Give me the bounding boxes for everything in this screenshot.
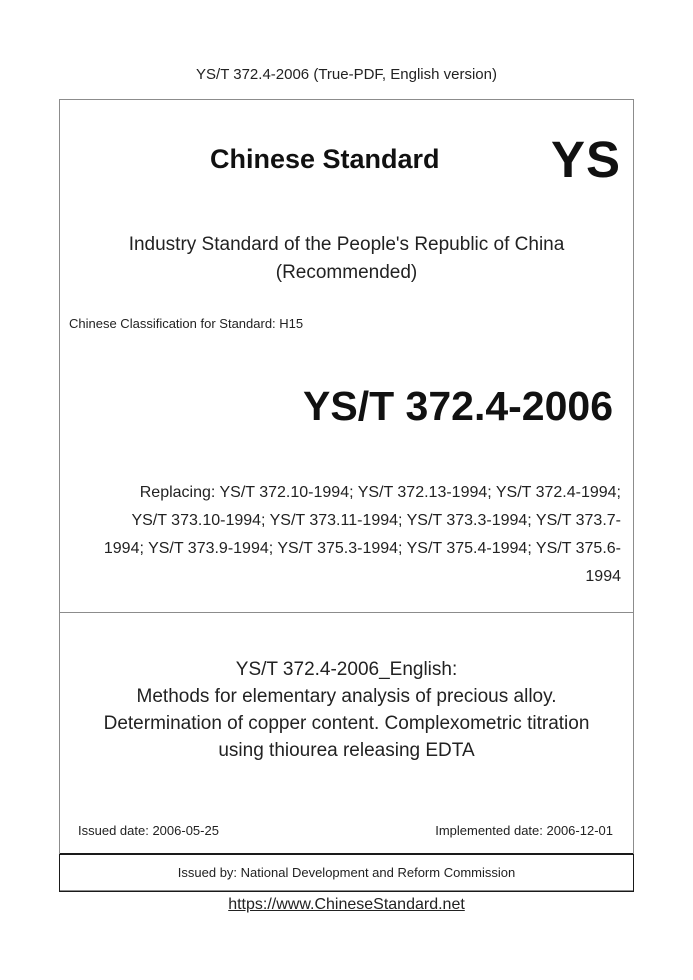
- industry-statement: [60, 231, 633, 287]
- english-title-line: Determination of copper content. Complexometric titration: [103, 713, 590, 734]
- ys-mark: YS: [550, 131, 621, 188]
- standard-title: Chinese Standard: [210, 144, 440, 174]
- recommended-line: (Recommended): [275, 262, 418, 283]
- issued-date: Issued date: 2006-05-25: [78, 823, 219, 838]
- title-row: [60, 132, 633, 192]
- implemented-date: Implemented date: 2006-12-01: [435, 823, 613, 838]
- english-title-line: Methods for elementary analysis of precious alloy.: [136, 686, 557, 707]
- document-header: YS/T 372.4-2006 (True-PDF, English version): [196, 66, 497, 83]
- industry-line: Industry Standard of the People's Republic of China: [128, 234, 565, 255]
- replacing-line: Replacing: YS/T 372.10-1994; YS/T 372.13-1994; YS/T 372.4-1994;: [139, 484, 621, 501]
- cover-top-section: [60, 100, 633, 613]
- website-link[interactable]: https://www.ChineseStandard.net: [228, 896, 465, 913]
- standard-number: YS/T 372.4-2006: [303, 383, 613, 429]
- replacing-list: [72, 479, 621, 591]
- replacing-line: 1994; YS/T 373.9-1994; YS/T 375.3-1994; YS/T 375.4-1994; YS/T 375.6-: [103, 540, 621, 557]
- cover-bottom-section: [60, 613, 633, 854]
- issued-by: Issued by: National Development and Reform Commission: [59, 854, 634, 892]
- english-title: [60, 656, 633, 764]
- replacing-line: 1994: [585, 568, 621, 585]
- english-title-line: using thiourea releasing EDTA: [218, 740, 475, 761]
- english-title-line: YS/T 372.4-2006_English:: [235, 659, 458, 680]
- classification: Chinese Classification for Standard: H15: [69, 316, 304, 331]
- cover-frame: [59, 99, 634, 891]
- replacing-line: YS/T 373.10-1994; YS/T 373.11-1994; YS/T 373.3-1994; YS/T 373.7-: [131, 512, 621, 529]
